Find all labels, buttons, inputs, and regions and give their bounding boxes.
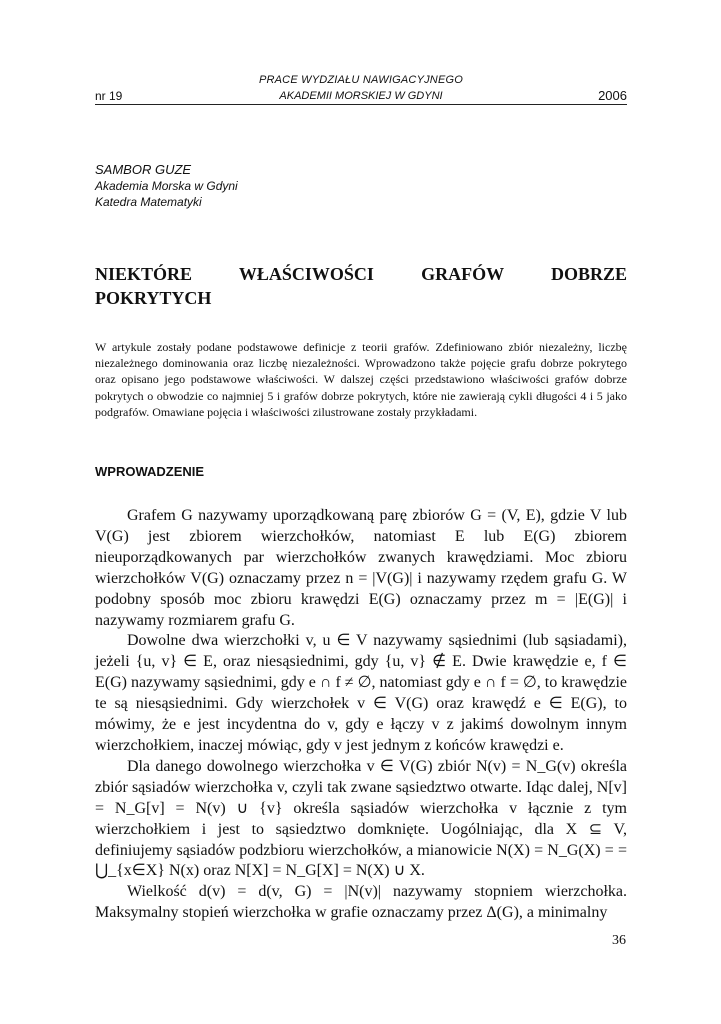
paragraph: Dla danego dowolnego wierzchołka v ∈ V(G) zbiór N(v) = N_G(v) określa zbiór sąsiadów wierzchołka v, czyli tak zwane sąsiedztwo otwarte. Idąc dalej, N[v] = N_G[v] = N(v) ∪ {v} określa sąsiadów wierzchołka v łącznie z tym wierzchołkiem i jest to sąsiedztwo domknięte. Uogólniając, dla X ⊆ V, definiujemy sąsiadów podzbioru wierzchołków, a mianowicie N(X) = N_G(X) = = ⋃_{x∈X} N(x) oraz N[X] = N_G[X] = N(X) ∪ X. <box>95 757 627 880</box>
author-department: Katedra Matematyki <box>95 195 202 209</box>
issue-number: nr 19 <box>95 89 123 103</box>
body-text <box>95 506 627 924</box>
journal-name-line1: PRACE WYDZIAŁU NAWIGACYJNEGO <box>258 74 464 86</box>
publication-year: 2006 <box>598 88 627 103</box>
author-institution: Akademia Morska w Gdyni <box>95 179 238 193</box>
journal-name-line2: AKADEMII MORSKIEJ W GDYNI <box>279 90 443 102</box>
section-heading: WPROWADZENIE <box>95 464 205 479</box>
author-block <box>95 162 238 210</box>
page-number: 36 <box>612 933 626 948</box>
paragraph: Dowolne dwa wierzchołki v, u ∈ V nazywamy sąsiednimi (lub sąsiadami), jeżeli {u, v} ∈ E, oraz niesąsiednimi, gdy {u, v} ∉ E. Dwie krawędzie e, f ∈ E(G) nazywamy sąsiednimi, gdy e ∩ f ≠ ∅, natomiast gdy e ∩ f = ∅, to krawędzie te są niesąsiednimi. Gdy wierzchołek v ∈ V(G) oraz krawędź e ∈ E(G), to mówimy, że e jest incydentna do v, gdy e łączy v z jakimś dowolnym innym wierzchołkiem, inaczej mówiąc, gdy v jest jednym z końców krawędzi e. <box>95 632 627 754</box>
paper-title <box>95 262 627 310</box>
author-name: SAMBOR GUZE <box>95 162 192 177</box>
running-header <box>95 88 627 105</box>
title-line-1: NIEKTÓRE WŁAŚCIWOŚCI GRAFÓW DOBRZE <box>95 264 627 284</box>
paragraph: Grafem G nazywamy uporządkowaną parę zbiorów G = (V, E), gdzie V lub V(G) jest zbiorem wierzchołków, natomiast E lub E(G) zbiorem nieuporządkowanych par wierzchołków zwanych krawędziami. Moc zbioru wierzchołków V(G) oznaczamy przez n = |V(G)| i nazywamy rzędem grafu G. W podobny sposób moc zbioru krawędzi E(G) oznaczamy przez m = |E(G)| i nazywamy rozmiarem grafu G. <box>95 507 627 629</box>
title-line-2: POKRYTYCH <box>95 288 212 308</box>
paragraph: Wielkość d(v) = d(v, G) = |N(v)| nazywamy stopniem wierzchołka. Maksymalny stopień wierzchołka w grafie oznaczamy przez Δ(G), a minimalny <box>95 883 627 922</box>
abstract: W artykule zostały podane podstawowe definicje z teorii grafów. Zdefiniowano zbiór niezależny, liczbę niezależnego dominowania oraz liczbę niezależności. Wprowadzono także pojęcie grafu dobrze pokrytego oraz opisano jego podstawowe właściwości. W dalszej części przedstawiono właściwości grafów dobrze pokrytych o obwodzie co najmniej 5 i grafów dobrze pokrytych, które nie zawierają cykli długości 4 i 5 jako podgrafów. Omawiane pojęcia i właściwości zilustrowane zostały przykładami. <box>95 340 627 419</box>
